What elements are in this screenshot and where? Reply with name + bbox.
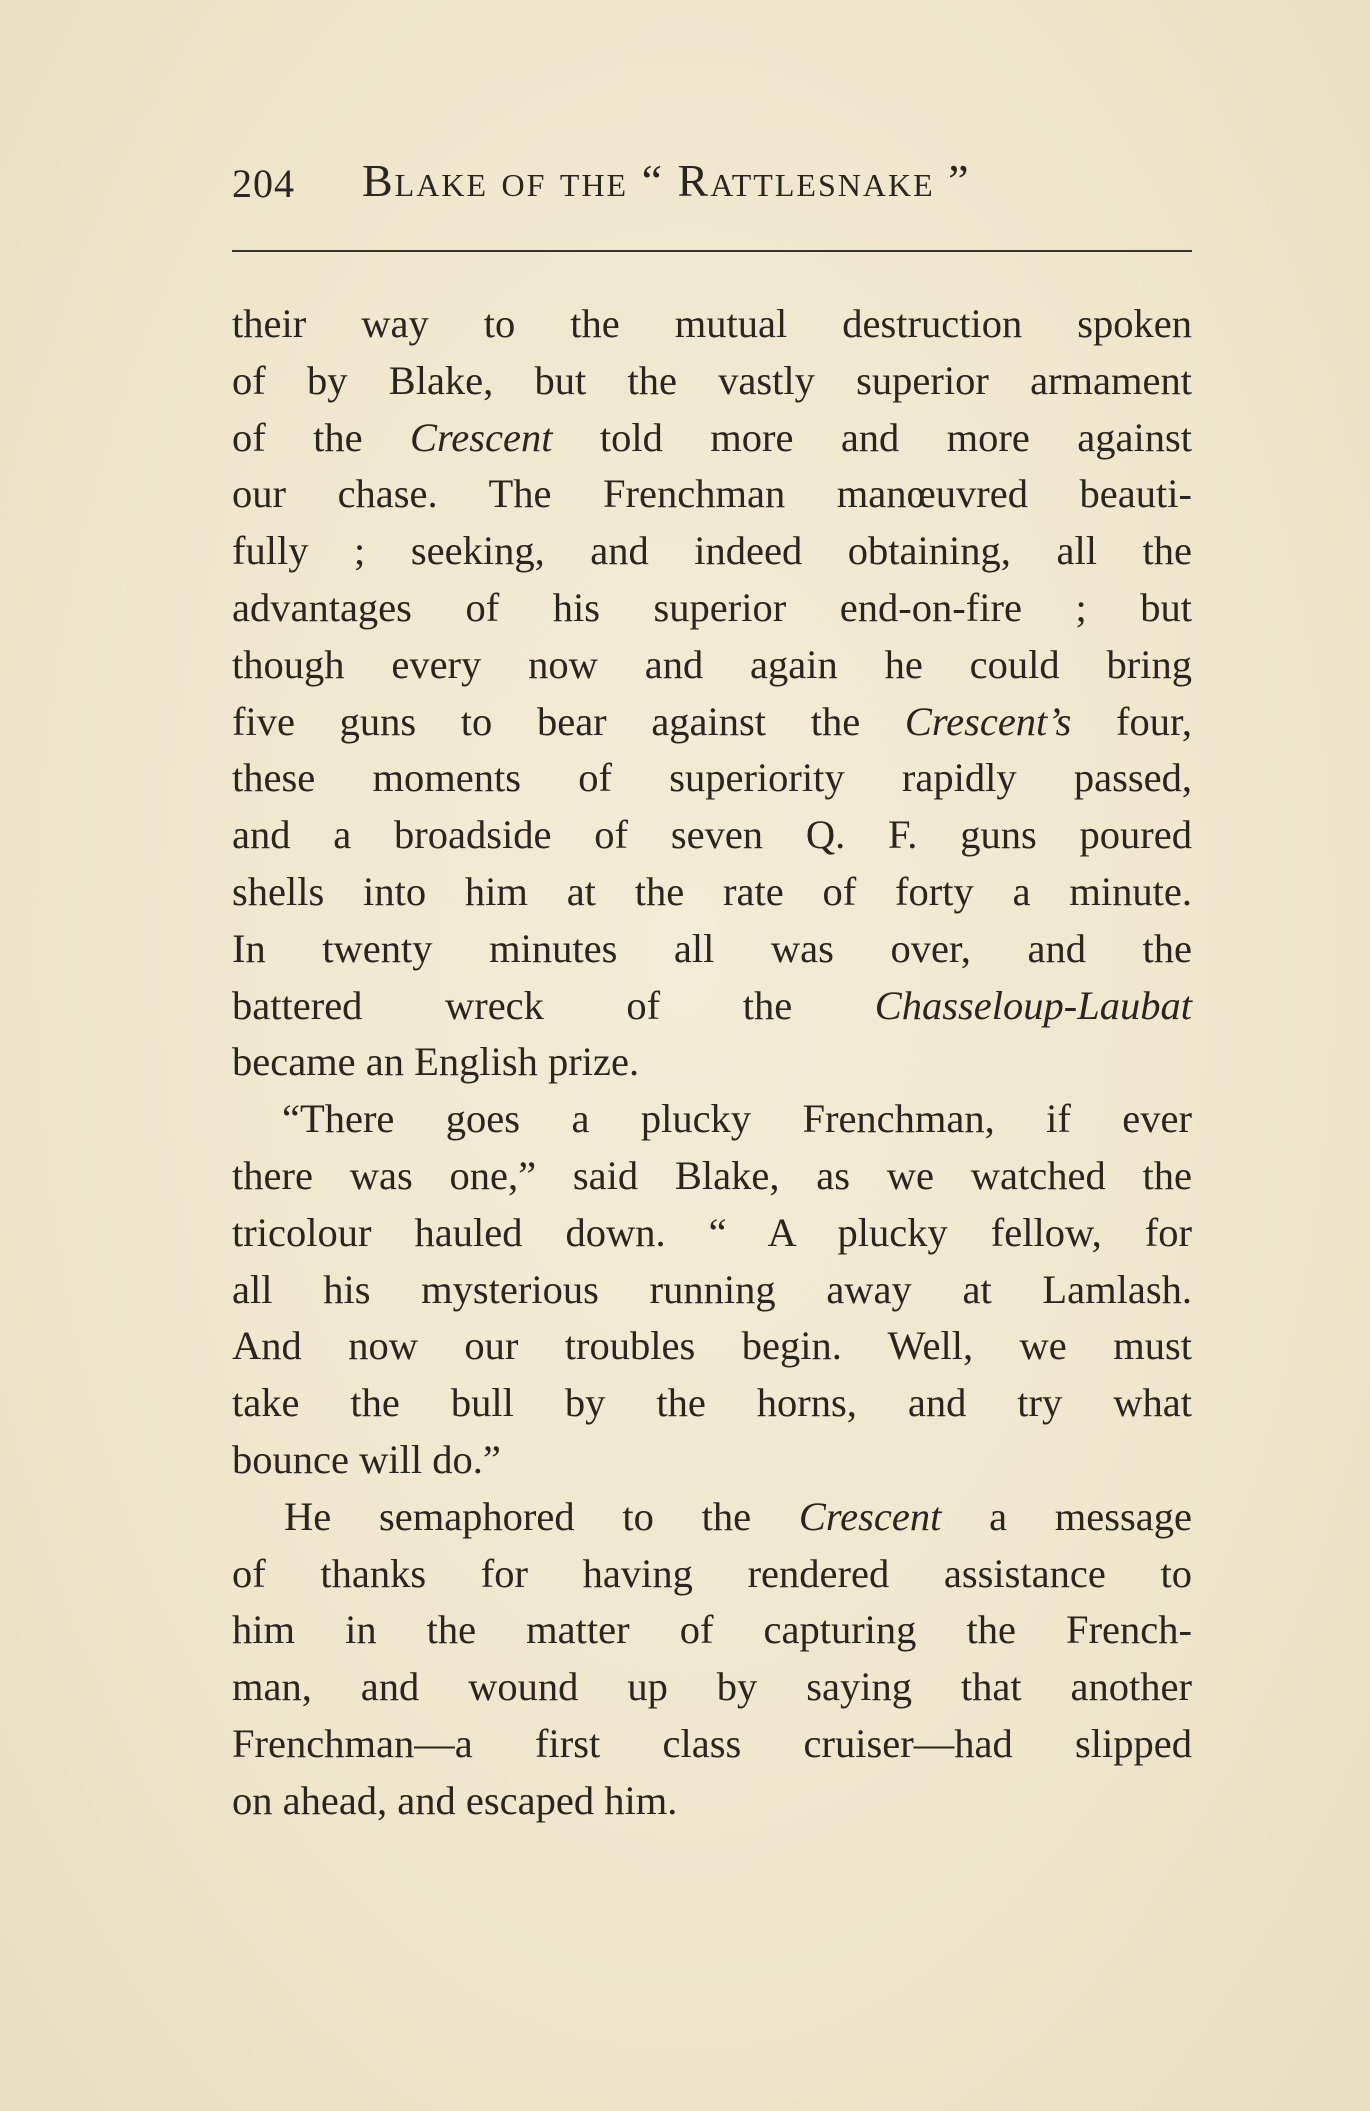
header-rule xyxy=(232,250,1192,252)
ship-name: Chasseloup-Laubat xyxy=(874,982,1192,1028)
running-header xyxy=(232,150,1192,220)
body-text xyxy=(232,296,1192,1830)
text-line: advantages of his superior end-on-fire ; but xyxy=(232,584,1192,630)
text-line: of thanks for having rendered assistance to xyxy=(232,1550,1192,1596)
text-line: these moments of superiority rapidly passed, xyxy=(232,755,1192,801)
text-line: of the Crescent told more and more against xyxy=(232,414,1192,460)
ship-name: Crescent xyxy=(798,1493,942,1539)
text-line: their way to the mutual destruction spoken xyxy=(232,301,1192,346)
text-line: there was one,” said Blake, as we watched the xyxy=(232,1152,1192,1198)
text-line: shells into him at the rate of forty a minute. xyxy=(232,868,1192,914)
text-line: He semaphored to the Crescent a message xyxy=(284,1493,1192,1539)
text-line: take the bull by the horns, and try what xyxy=(232,1380,1192,1426)
text-line: Frenchman—a first class cruiser—had slipped xyxy=(232,1720,1192,1766)
text-line: on ahead, and escaped him. xyxy=(232,1777,678,1823)
text-line: became an English prize. xyxy=(232,1039,640,1085)
text-line: battered wreck of the Chasseloup-Laubat xyxy=(232,982,1192,1028)
text-line: man, and wound up by saying that another xyxy=(232,1664,1192,1710)
text-line: five guns to bear against the Crescent’s four, xyxy=(232,698,1192,744)
text-line: of by Blake, but the vastly superior armament xyxy=(232,357,1192,403)
text-line: though every now and again he could bring xyxy=(232,641,1192,687)
text-line: our chase. The Frenchman manœuvred beauti- xyxy=(232,471,1192,517)
text-line: fully ; seeking, and indeed obtaining, all the xyxy=(232,528,1192,574)
text-line: In twenty minutes all was over, and the xyxy=(232,925,1192,971)
text-line: and a broadside of seven Q. F. guns poured xyxy=(232,812,1192,858)
ship-name: Crescent’s xyxy=(904,698,1072,744)
text-line: all his mysterious running away at Lamlash. xyxy=(232,1266,1192,1312)
text-line: And now our troubles begin. Well, we must xyxy=(232,1323,1192,1369)
ship-name: Crescent xyxy=(409,414,553,460)
text-line: him in the matter of capturing the French- xyxy=(232,1607,1192,1653)
page-number: 204 xyxy=(232,161,295,206)
text-line: “There goes a plucky Frenchman, if ever xyxy=(282,1096,1192,1142)
text-line: tricolour hauled down. “ A plucky fellow, for xyxy=(232,1209,1192,1255)
text-line: bounce will do.” xyxy=(232,1436,501,1482)
running-title: Blake of the “ Rattlesnake ” xyxy=(362,155,971,206)
